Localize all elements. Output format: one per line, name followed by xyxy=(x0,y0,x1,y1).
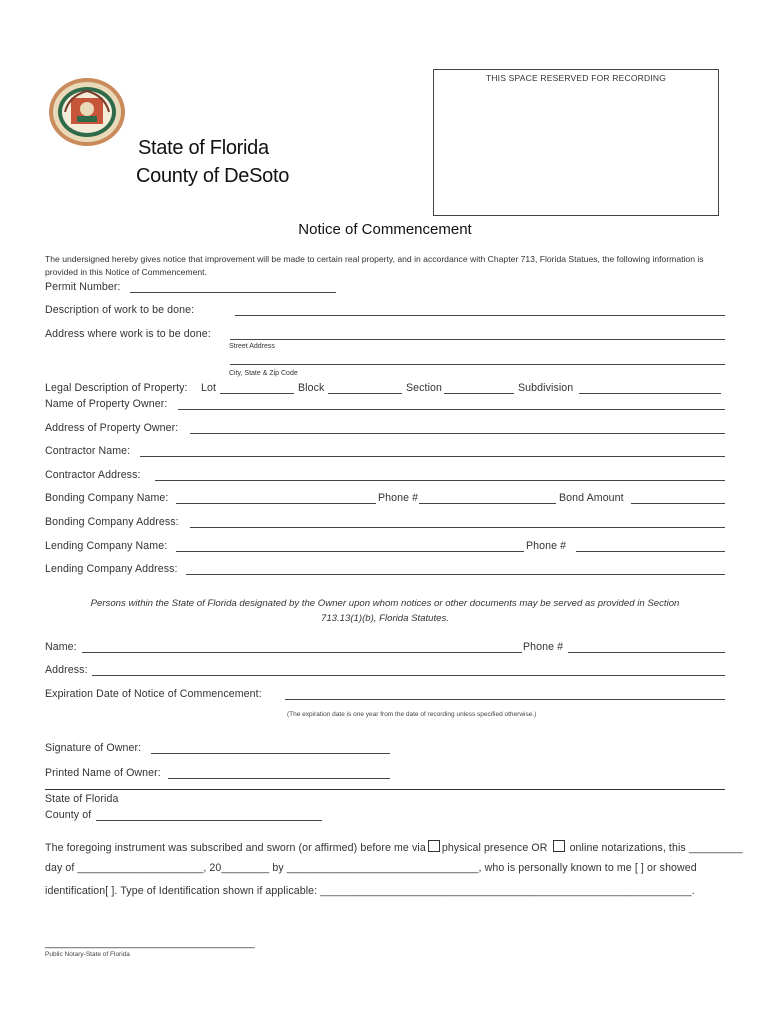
bond-amount-field[interactable] xyxy=(631,503,725,504)
block-field[interactable] xyxy=(328,393,402,394)
sworn-statement xyxy=(45,840,743,854)
online-notarization-label: online notarizations, this _________ xyxy=(569,842,743,854)
contractor-address-field[interactable] xyxy=(155,480,725,481)
owner-address-label: Address of Property Owner: xyxy=(45,422,179,434)
description-field[interactable] xyxy=(235,315,725,316)
street-address-caption: Street Address xyxy=(229,343,275,350)
recording-box-label: THIS SPACE RESERVED FOR RECORDING xyxy=(485,73,667,83)
permit-number-field[interactable] xyxy=(130,292,336,293)
lending-address-field[interactable] xyxy=(186,574,725,575)
public-notary-caption: Public Notary-State of Florida xyxy=(45,951,130,958)
description-label: Description of work to be done: xyxy=(45,304,195,316)
notary-state-label: State of Florida xyxy=(45,793,119,805)
legal-description-label: Legal Description of Property: xyxy=(45,382,188,394)
expiration-date-field[interactable] xyxy=(285,699,725,700)
section-divider xyxy=(45,789,725,790)
bonding-address-field[interactable] xyxy=(190,527,725,528)
intro-paragraph: The undersigned hereby gives notice that improvement will be made to certain real property, and in accordance with Chapter 713, Florida Statues, the following information is provided in this Notice of Commencement. xyxy=(45,254,704,277)
subdivision-field[interactable] xyxy=(579,393,721,394)
street-address-field[interactable] xyxy=(230,339,725,340)
lending-phone-field[interactable] xyxy=(576,551,725,552)
lending-phone-label: Phone # xyxy=(526,540,567,552)
owner-name-label: Name of Property Owner: xyxy=(45,398,168,410)
contractor-address-label: Contractor Address: xyxy=(45,469,141,481)
owner-address-field[interactable] xyxy=(190,433,725,434)
bond-amount-label: Bond Amount xyxy=(559,492,624,504)
designee-name-label: Name: xyxy=(45,641,77,653)
bonding-address-label: Bonding Company Address: xyxy=(45,516,179,528)
sworn-statement-text: The foregoing instrument was subscribed and sworn (or affirmed) before me via xyxy=(45,842,426,854)
owner-signature-label: Signature of Owner: xyxy=(45,742,142,754)
city-state-zip-caption: City, State & Zip Code xyxy=(229,370,298,377)
work-address-label: Address where work is to be done: xyxy=(45,328,211,340)
notary-county-field[interactable] xyxy=(96,820,322,821)
owner-signature-field[interactable] xyxy=(151,753,390,754)
section-field[interactable] xyxy=(444,393,514,394)
designee-statement-line1: Persons within the State of Florida designated by the Owner upon whom notices or other documents may be served as provided in Section xyxy=(90,598,680,609)
expiration-date-label: Expiration Date of Notice of Commencement: xyxy=(45,688,262,700)
notary-signature-line: ___________________________________ xyxy=(45,937,255,949)
state-heading: State of Florida xyxy=(138,137,269,159)
recording-box xyxy=(433,69,719,216)
notary-identification-line: identification[ ]. Type of Identification shown if applicable: ______________________________________________________________. xyxy=(45,885,695,897)
county-heading: County of DeSoto xyxy=(136,165,290,187)
designee-address-label: Address: xyxy=(45,664,88,676)
bonding-phone-field[interactable] xyxy=(419,503,556,504)
expiration-note: (The expiration date is one year from the date of recording unless specified otherwise.) xyxy=(287,711,537,718)
subdivision-label: Subdivision xyxy=(518,382,574,394)
designee-statement-line2: 713.13(1)(b), Florida Statutes. xyxy=(321,613,449,624)
contractor-name-label: Contractor Name: xyxy=(45,445,131,457)
block-label: Block xyxy=(298,382,325,394)
contractor-name-field[interactable] xyxy=(140,456,725,457)
bonding-name-label: Bonding Company Name: xyxy=(45,492,169,504)
lending-name-field[interactable] xyxy=(176,551,524,552)
online-notarization-checkbox[interactable] xyxy=(553,840,565,852)
notary-county-label: County of xyxy=(45,809,92,821)
section-label: Section xyxy=(406,382,443,394)
printed-name-label: Printed Name of Owner: xyxy=(45,767,161,779)
designee-name-field[interactable] xyxy=(82,652,522,653)
lot-label: Lot xyxy=(201,382,217,394)
owner-name-field[interactable] xyxy=(178,409,725,410)
physical-presence-label: physical presence OR xyxy=(441,842,548,854)
lot-field[interactable] xyxy=(220,393,294,394)
designee-address-field[interactable] xyxy=(92,675,725,676)
lending-name-label: Lending Company Name: xyxy=(45,540,168,552)
physical-presence-checkbox[interactable] xyxy=(428,840,440,852)
county-seal-logo xyxy=(47,76,127,148)
document-title: Notice of Commencement xyxy=(298,221,472,238)
designee-phone-field[interactable] xyxy=(568,652,725,653)
bonding-phone-label: Phone # xyxy=(378,492,419,504)
permit-number-label: Permit Number: xyxy=(45,281,121,293)
designee-phone-label: Phone # xyxy=(523,641,564,653)
notary-day-line: day of _____________________, 20________ by ________________________________, who is personally known to me [ ] or showed xyxy=(45,862,697,874)
city-state-zip-field[interactable] xyxy=(230,364,725,365)
printed-name-field[interactable] xyxy=(168,778,390,779)
lending-address-label: Lending Company Address: xyxy=(45,563,178,575)
bonding-name-field[interactable] xyxy=(176,503,376,504)
